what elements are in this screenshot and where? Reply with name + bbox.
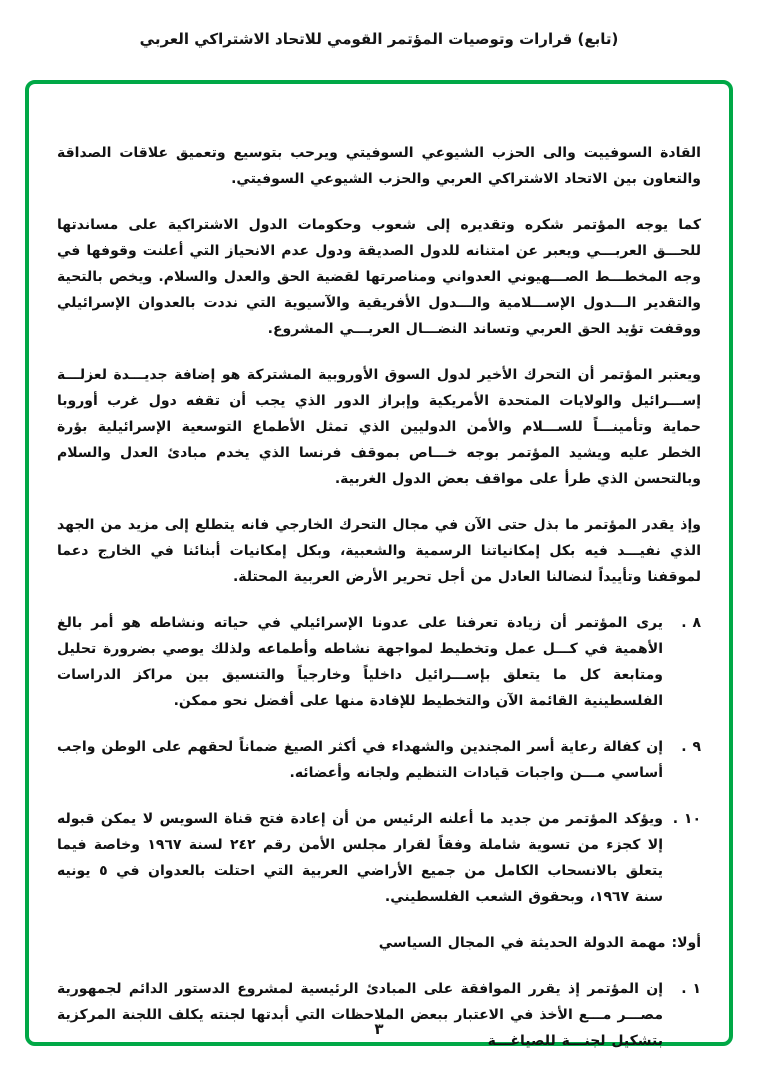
item-text-10: ويؤكد المؤتمر من جديد ما أعلنه الرئيس من أن إعادة فتح قناة السويس لا يمكن قبوله إلا كجزء من تسوية شاملة وفقاً لقرار مجلس الأمن رقم ٢٤٢ لسنة ١٩٦٧ وخاصة فيما يتعلق بالانسحاب الكامل من جميع الأراضي العربية التي احتلت بالعدوان في ٥ يونيه سنة ١٩٦٧، وبحقوق الشعب الفلسطيني. xyxy=(57,811,663,905)
numbered-item-10 xyxy=(57,806,701,910)
green-border-frame xyxy=(25,80,733,1049)
paragraph-european-common-market: ويعتبر المؤتمر أن التحرك الأخير لدول السوق الأوروبية المشتركة هو إضافة جديـــدة لعزلـــة إســـرائيل والولايات المتحدة الأمريكية وإبراز الدور الذي يجب أن تقفه دول غرب أوروبا حماية وتأمينـــاً للســـلام والأمن الدوليين الذي تمثل الأطماع التوسعية الإسرائيلية بؤرة الخطر عليه ويشيد المؤتمر بوجه خـــاص بموقف فرنسا الذي يخدم مبادئ العدل والسلام وبالتحسن الذي طرأ على مواقف بعض الدول الغربية. xyxy=(57,367,701,487)
item-text-9: إن كفالة رعاية أسر المجندين والشهداء في أكثر الصيغ ضماناً لحقهم على الوطن واجب أساسي مـــن واجبات قيادات التنظيم ولجانه وأعضائه. xyxy=(57,739,663,781)
item-number-1: ١ . xyxy=(681,981,701,997)
item-number-8: ٨ . xyxy=(681,615,701,631)
page-header-title: (تابع) قرارات وتوصيات المؤتمر القومي للاتحاد الاشتراكي العربي xyxy=(139,30,619,48)
numbered-item-8 xyxy=(57,610,701,714)
item-text-1: إن المؤتمر إذ يقرر الموافقة على المبادئ الرئيسية لمشروع الدستور الدائم لجمهورية مصـــر مـــع الأخذ في الاعتبار ببعض الملاحظات التي أبدتها لجنته يكلف اللجنة المركزية بتشكيل لجنـــة للصياغـــة xyxy=(57,981,663,1049)
paragraph-external-effort: وإذ يقدر المؤتمر ما بذل حتى الآن في مجال التحرك الخارجي فانه يتطلع إلى مزيد من الجهد الذي نفيـــد فيه بكل إمكانياتنا الرسمية والشعبية، وبكل إمكانيات أبنائنا في الخارج دعما لموقفنا وتأييداً لنضالنا العادل من أجل تحرير الأرض العربية المحتلة. xyxy=(57,517,701,585)
numbered-item-1 xyxy=(57,976,701,1054)
item-text-8: يرى المؤتمر أن زيادة تعرفنا على عدونا الإسرائيلي في حياته ونشاطه هو أمر بالغ الأهمية في كـــل عمل وتخطيط لمواجهة نشاطه وأطماعه ولذلك يوصي بضرورة تحليل ومتابعة كل ما يتعلق بإســـرائيل داخلياً وخارجياً والتنسيق بين مراكز الدراسات الفلسطينية القائمة الآن والتخطيط للإفادة منها على أفضل نحو ممكن. xyxy=(57,615,663,709)
item-number-10: ١٠ . xyxy=(672,811,701,827)
numbered-item-9 xyxy=(57,734,701,786)
paragraph-soviet-leaders: القادة السوفييت والى الحزب الشيوعي السوفيتي ويرحب بتوسيع وتعميق علاقات الصداقة والتعاون بين الاتحاد الاشتراكي العربي والحزب الشيوعي السوفيتي. xyxy=(57,145,701,187)
item-number-9: ٩ . xyxy=(681,739,701,755)
page-number: ٣ xyxy=(374,1020,384,1038)
paragraph-thanks-socialist-states: كما يوجه المؤتمر شكره وتقديره إلى شعوب وحكومات الدول الاشتراكية على مساندتها للحـــق العربـــي ويعبر عن امتنانه للدول الصديقة ودول عدم الانحياز التي أعلنت وقوفها في وجه المخطـــط الصـــهيوني العدواني ومناصرتها لقضية الحق والعدل والسلام. ويخص بالتحية والتقدير الـــدول الإســـلامية والـــدول الأفريقية والآسيوية التي نددت بالعدوان الإسرائيلي ووقفت تؤيد الحق العربي وتساند النضـــال العربـــي المشروع. xyxy=(57,217,701,337)
document-body xyxy=(57,140,701,1054)
section-heading-first: أولا: مهمة الدولة الحديثة في المجال السياسي xyxy=(378,935,701,951)
